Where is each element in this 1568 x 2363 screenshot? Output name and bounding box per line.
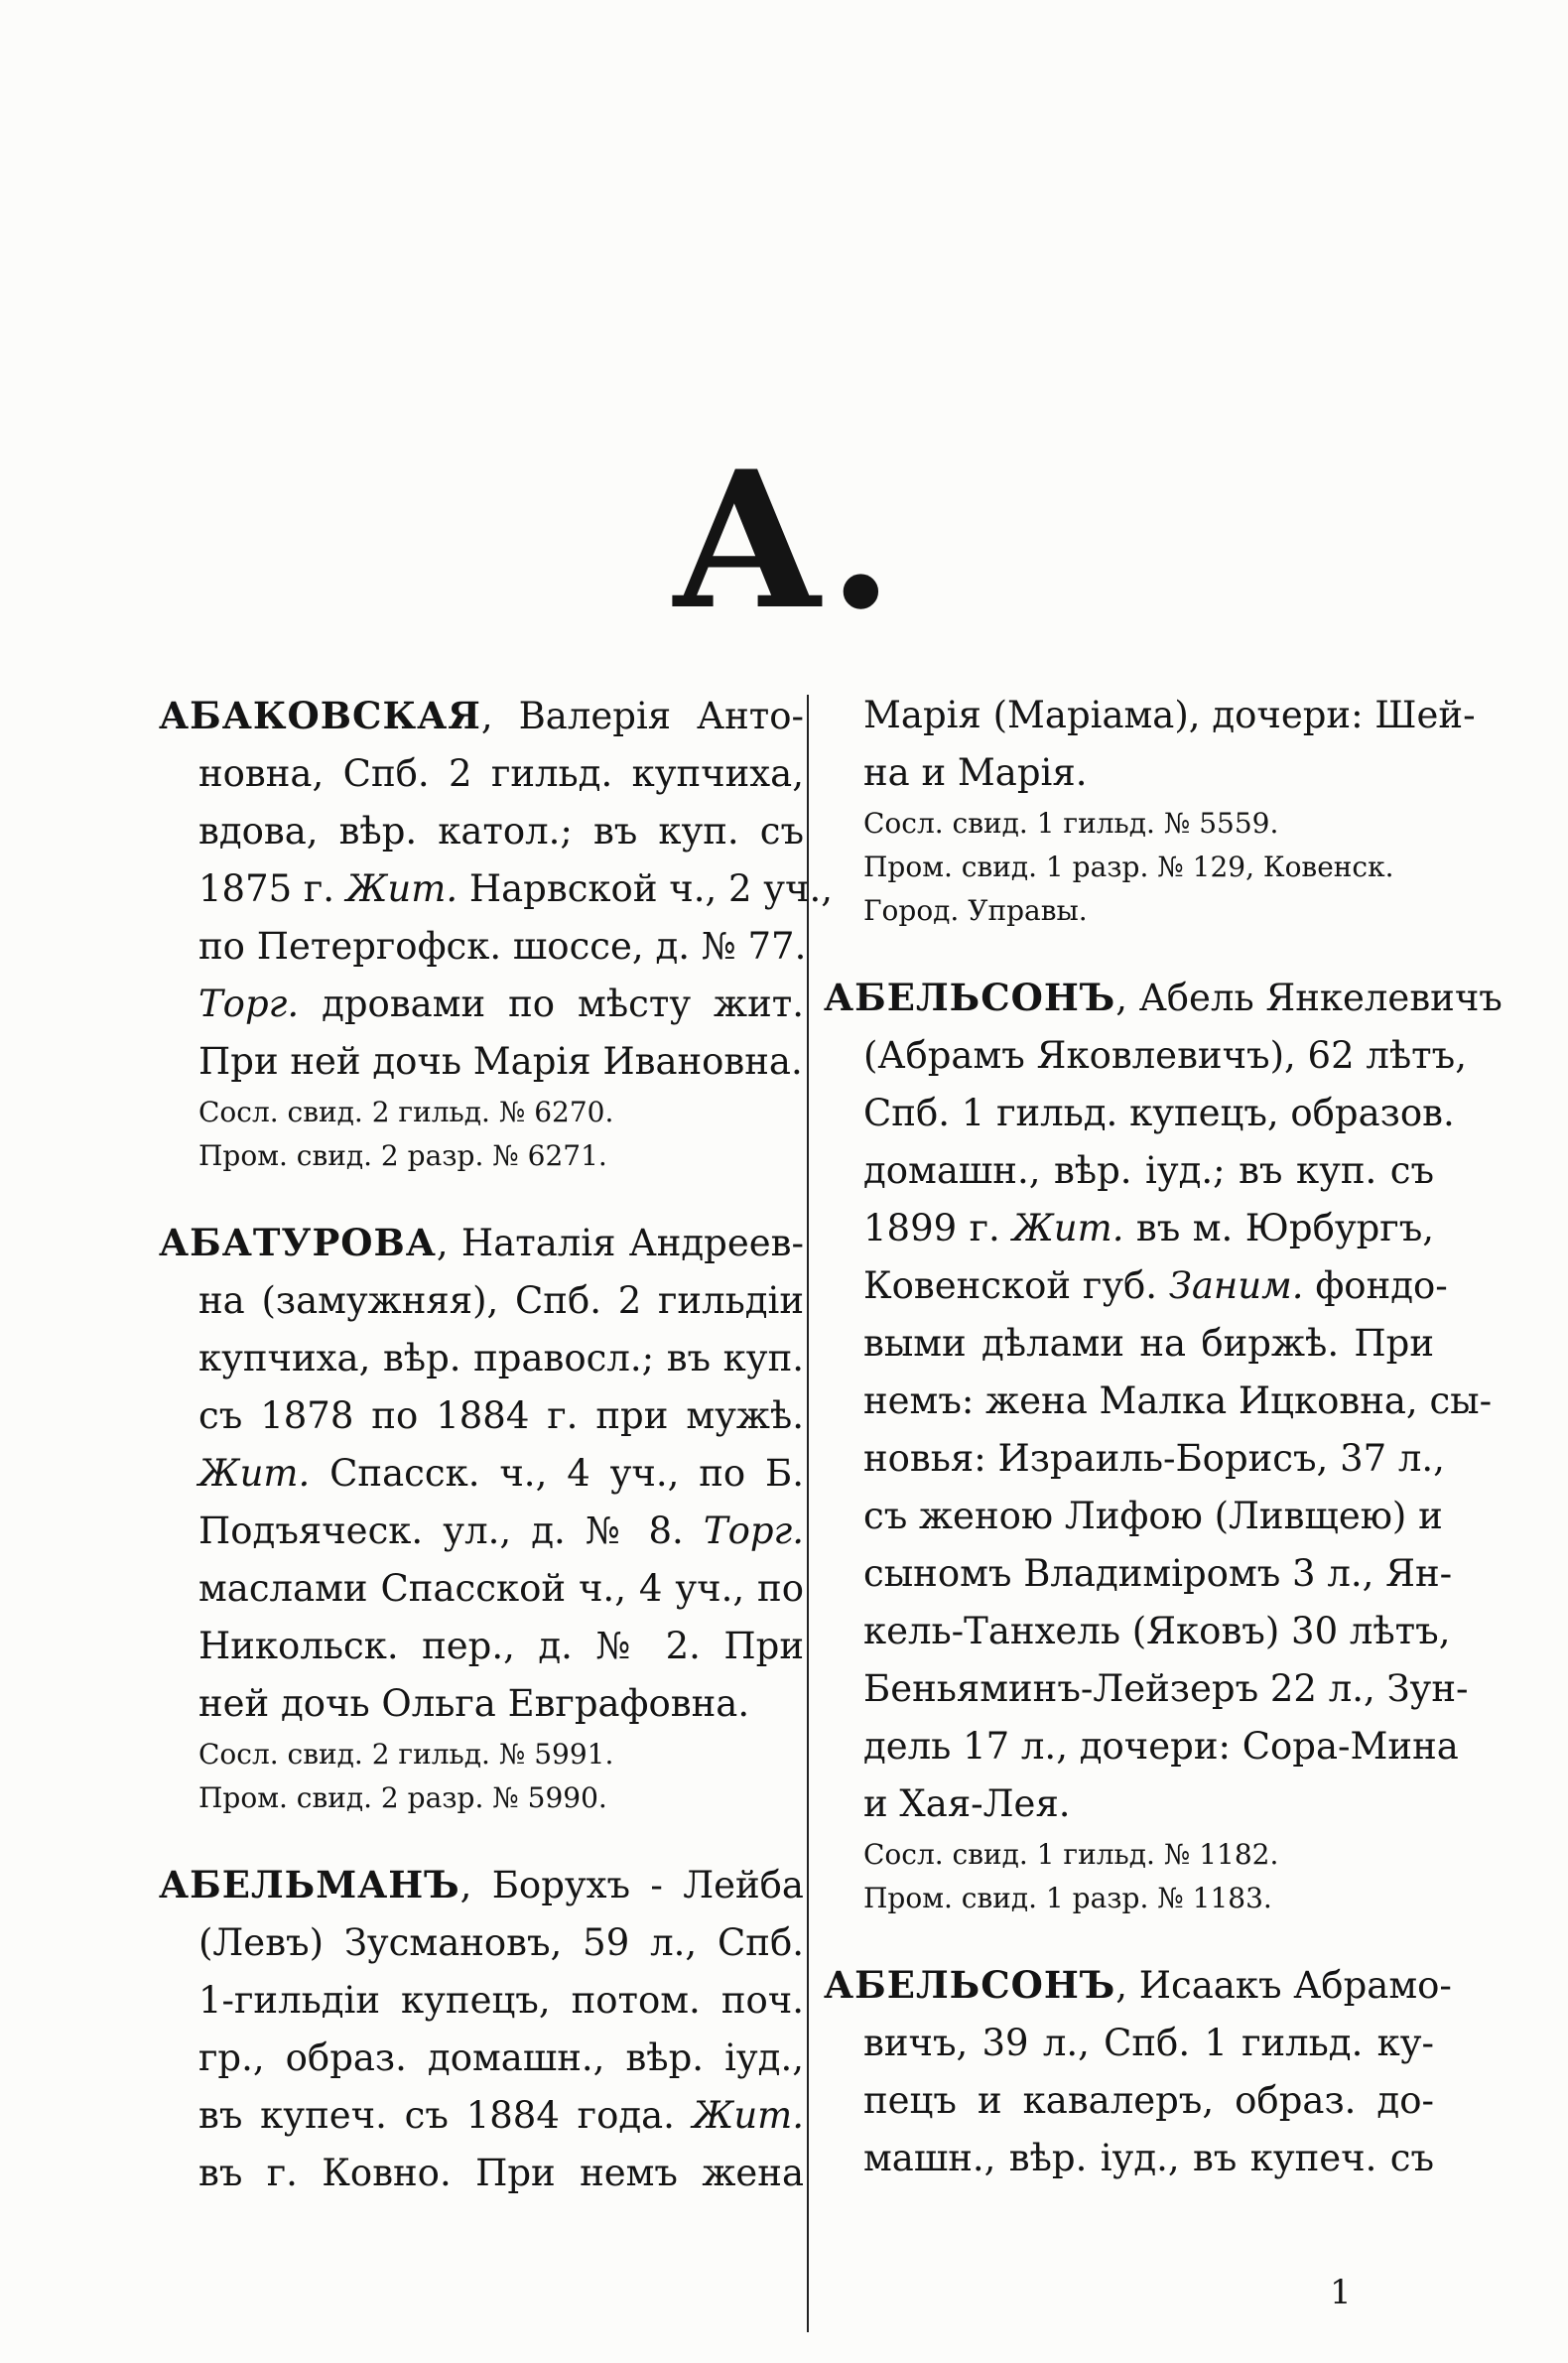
entry-line: гр., образ. домашн., вѣр. іуд., bbox=[198, 2036, 804, 2079]
entry-line: 1875 г. Жит. Нарвской ч., 2 уч., bbox=[198, 867, 834, 910]
entry-line: АБЕЛЬМАНЪ, Борухъ - Лейба bbox=[159, 1863, 804, 1906]
entry-abakovskaya bbox=[159, 687, 834, 1178]
entry-line: новья: Израиль-Борисъ, 37 л., bbox=[863, 1437, 1445, 1480]
entry-line: Торг. дровами по мѣсту жит. bbox=[198, 983, 804, 1025]
certificate-line: Пром. свид. 2 разр. № 5990. bbox=[198, 1781, 607, 1814]
entry-line: Марія (Маріама), дочери: Шей- bbox=[863, 694, 1476, 736]
entry-line: 1-гильдіи купецъ, потом. поч. bbox=[198, 1979, 804, 2022]
entry-line: 1899 г. Жит. въ м. Юрбургъ, bbox=[863, 1207, 1434, 1249]
entry-line: АБЕЛЬСОНЪ, Исаакъ Абрамо- bbox=[824, 1963, 1452, 2007]
entry-line: по Петергофск. шоссе, д. № 77. bbox=[198, 925, 807, 968]
entry-surname: АБЕЛЬМАНЪ bbox=[159, 1863, 460, 1906]
entry-line: купчиха, вѣр. правосл.; въ куп. bbox=[198, 1337, 804, 1379]
entry-abelson-abel bbox=[824, 969, 1503, 1920]
entry-line: и Хая-Лея. bbox=[863, 1782, 1071, 1825]
entry-line: машн., вѣр. іуд., въ купеч. съ bbox=[863, 2137, 1434, 2179]
right-column bbox=[824, 687, 1503, 2223]
entry-surname: АБЕЛЬСОНЪ bbox=[824, 1963, 1116, 2007]
entry-line: При ней дочь Марія Ивановна. bbox=[198, 1040, 803, 1083]
entry-line: АБЕЛЬСОНЪ, Абель Янкелевичъ bbox=[824, 976, 1503, 1019]
certificate-line: Сосл. свид. 1 гильд. № 1182. bbox=[863, 1838, 1279, 1871]
entry-line: дель 17 л., дочери: Сора-Мина bbox=[863, 1725, 1459, 1768]
certificate-line: Сосл. свид. 2 гильд. № 6270. bbox=[198, 1096, 614, 1128]
entry-line: кель-Танхель (Яковъ) 30 лѣтъ, bbox=[863, 1610, 1451, 1652]
page-number: 1 bbox=[1330, 2273, 1352, 2312]
entry-line: (Абрамъ Яковлевичъ), 62 лѣтъ, bbox=[863, 1034, 1467, 1077]
entry-line: (Левъ) Зусмановъ, 59 л., Спб. bbox=[198, 1921, 804, 1964]
entry-line: въ купеч. съ 1884 года. Жит. bbox=[198, 2094, 804, 2137]
entry-surname: АБАТУРОВА bbox=[159, 1221, 437, 1264]
entry-line: домашн., вѣр. іуд.; въ куп. съ bbox=[863, 1149, 1434, 1192]
entry-line: Спб. 1 гильд. купецъ, образов. bbox=[863, 1092, 1455, 1134]
entry-line: Ковенской губ. Заним. фондо- bbox=[863, 1264, 1448, 1307]
left-column bbox=[159, 687, 834, 2238]
entry-line: вдова, вѣр. катол.; въ куп. съ bbox=[198, 810, 804, 853]
entry-line: съ женою Лифою (Ливщею) и bbox=[863, 1495, 1443, 1537]
entry-line: Никольск. пер., д. № 2. При bbox=[198, 1625, 804, 1667]
entry-line: на (замужняя), Спб. 2 гильдіи bbox=[198, 1279, 804, 1322]
section-letter: А. bbox=[670, 430, 898, 651]
certificate-line: Сосл. свид. 2 гильд. № 5991. bbox=[198, 1738, 614, 1771]
entry-line: новна, Спб. 2 гильд. купчиха, bbox=[198, 752, 804, 795]
entry-abaturova bbox=[159, 1214, 804, 1820]
entry-line: АБАКОВСКАЯ, Валерія Анто- bbox=[159, 694, 804, 737]
entry-line: Беньяминъ-Лейзеръ 22 л., Зун- bbox=[863, 1667, 1469, 1710]
entry-abelman bbox=[159, 1856, 804, 2202]
entry-line: въ г. Ковно. При немъ жена bbox=[198, 2152, 804, 2194]
entry-line: ней дочь Ольга Евграфовна. bbox=[198, 1682, 750, 1725]
entry-line: маслами Спасской ч., 4 уч., по bbox=[198, 1567, 804, 1610]
entry-line: выми дѣлами на биржѣ. При bbox=[863, 1322, 1434, 1365]
certificate-line: Город. Управы. bbox=[863, 894, 1088, 927]
entry-line: пецъ и кавалеръ, образ. до- bbox=[863, 2079, 1434, 2122]
entry-line: на и Марія. bbox=[863, 751, 1088, 794]
certificate-line: Пром. свид. 2 разр. № 6271. bbox=[198, 1139, 607, 1172]
entry-line: Подъяческ. ул., д. № 8. Торг. bbox=[198, 1510, 804, 1552]
entry-surname: АБАКОВСКАЯ bbox=[159, 694, 481, 737]
entry-line: вичъ, 39 л., Спб. 1 гильд. ку- bbox=[863, 2022, 1434, 2064]
entry-line: немъ: жена Малка Ицковна, сы- bbox=[863, 1379, 1493, 1422]
entry-abelson-isaak bbox=[824, 1956, 1452, 2187]
entry-surname: АБЕЛЬСОНЪ bbox=[824, 976, 1116, 1019]
certificate-line: Пром. свид. 1 разр. № 129, Ковенск. bbox=[863, 851, 1394, 883]
entry-line: АБАТУРОВА, Наталія Андреев- bbox=[159, 1221, 804, 1264]
column-divider bbox=[807, 695, 809, 2332]
entry-line: Жит. Спасск. ч., 4 уч., по Б. bbox=[198, 1452, 804, 1495]
entry-line: съ 1878 по 1884 г. при мужѣ. bbox=[198, 1394, 804, 1437]
entry-line: сыномъ Владиміромъ 3 л., Ян- bbox=[863, 1552, 1453, 1595]
entry-abelman-continued bbox=[824, 687, 1476, 933]
certificate-line: Сосл. свид. 1 гильд. № 5559. bbox=[863, 807, 1279, 840]
certificate-line: Пром. свид. 1 разр. № 1183. bbox=[863, 1882, 1272, 1914]
